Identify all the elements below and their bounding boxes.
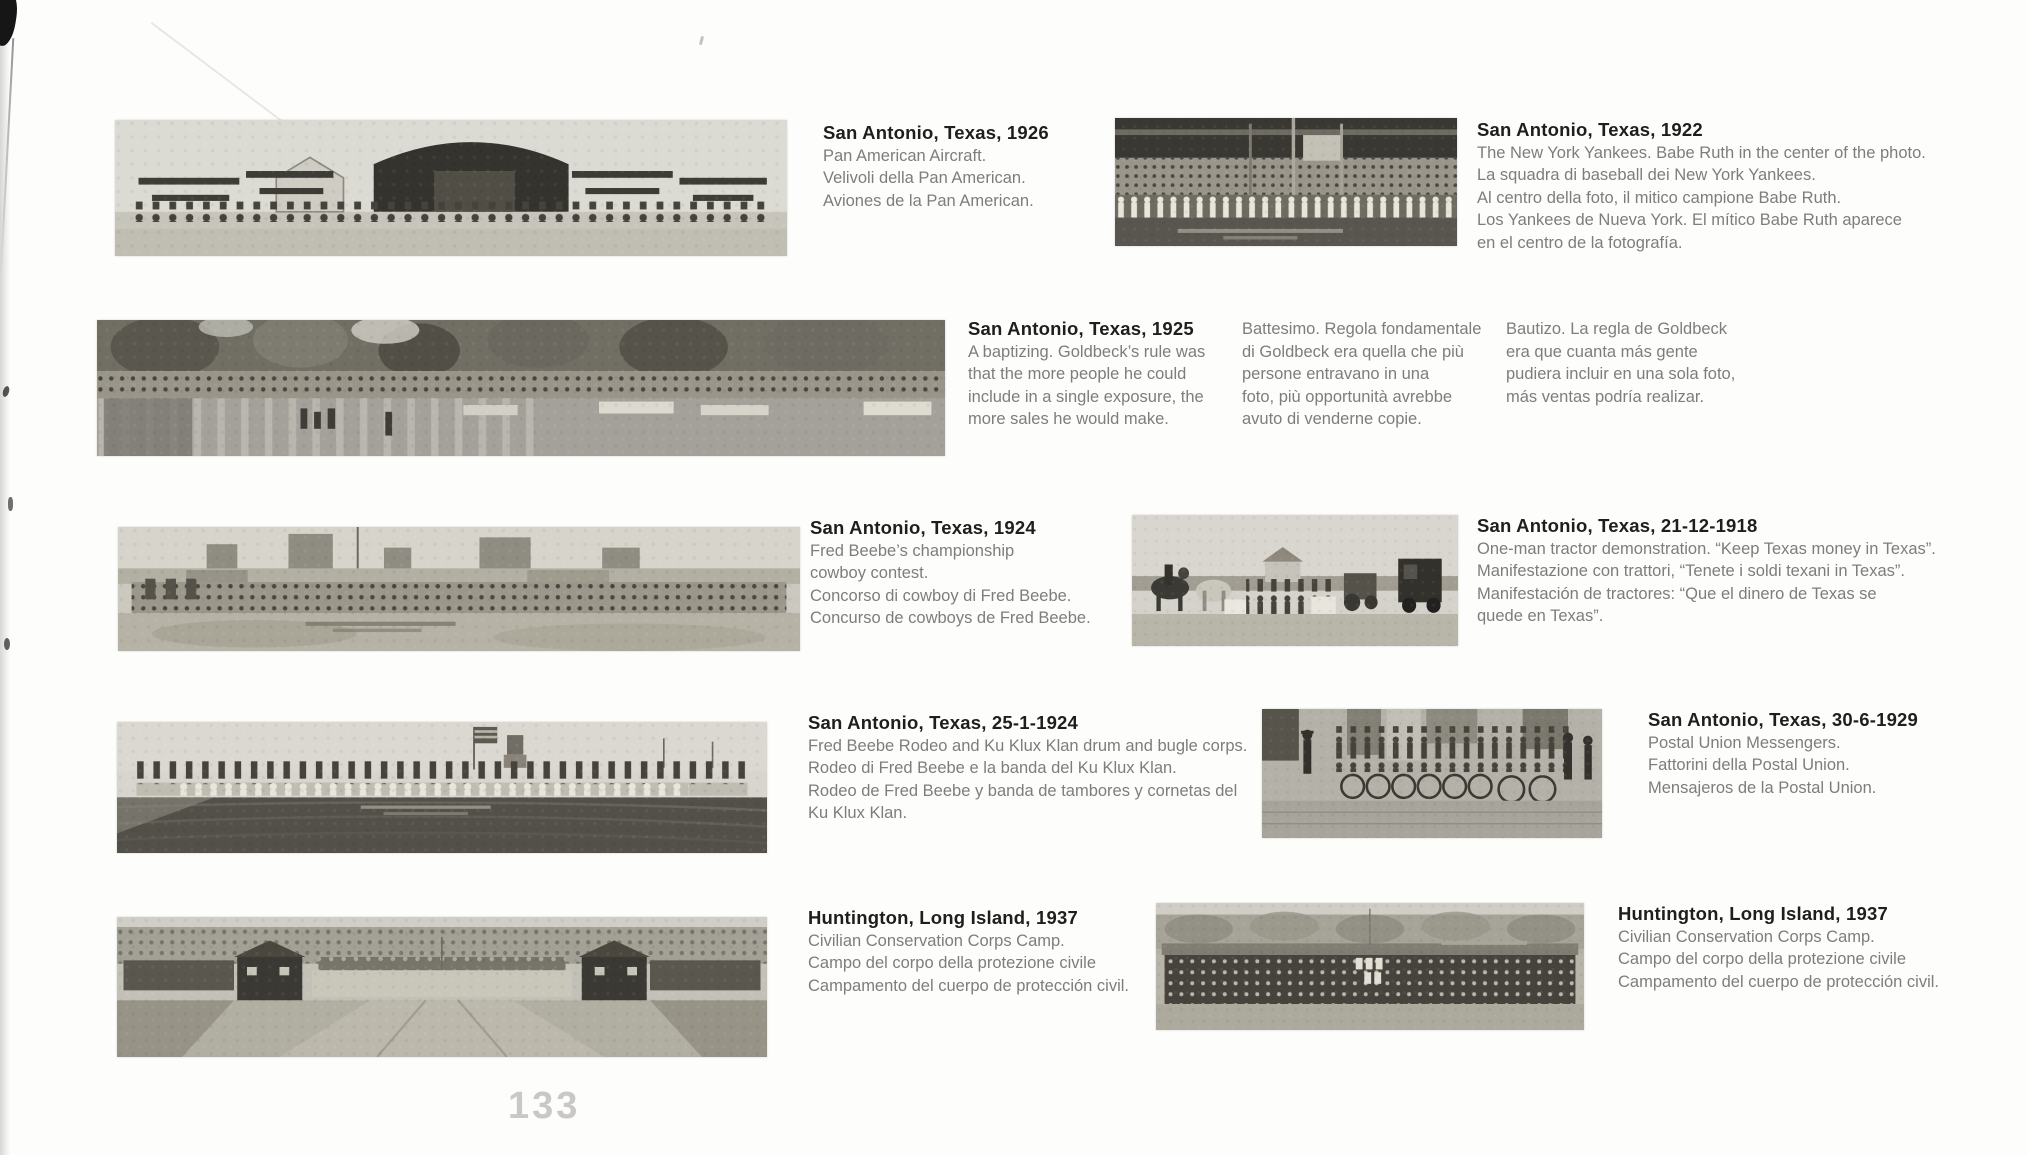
caption-title: San Antonio, Texas, 1925 xyxy=(968,318,1194,339)
caption-line: Concorso di cowboy di Fred Beebe. xyxy=(810,586,1072,605)
caption-san-antonio-1926 xyxy=(823,122,1103,212)
caption-line: include in a single exposure, the xyxy=(968,387,1204,406)
caption-line: Manifestazione con trattori, “Tenete i soldi texani in Texas”. xyxy=(1477,562,1905,580)
photo-river-baptizing xyxy=(97,320,945,456)
scan-edge-line xyxy=(0,38,14,278)
scan-speck xyxy=(4,638,10,650)
caption-san-antonio-1929 xyxy=(1648,709,2008,799)
caption-line: Campo del corpo della protezione civile xyxy=(808,954,1096,972)
caption-line: Fred Beebe Rodeo and Ku Klux Klan drum and bugle corps. xyxy=(808,736,1248,755)
caption-san-antonio-1924 xyxy=(810,517,1110,630)
caption-title: San Antonio, Texas, 30-6-1929 xyxy=(1648,709,1919,730)
caption-line: Concurso de cowboys de Fred Beebe. xyxy=(810,609,1091,627)
caption-huntington-1937-right xyxy=(1618,903,2028,993)
caption-line: The New York Yankees. Babe Ruth in the center of the photo. xyxy=(1477,143,1926,162)
caption-san-antonio-25-1-1924 xyxy=(808,712,1288,825)
caption-line: more sales he would make. xyxy=(968,410,1169,428)
photo-ccc-camp-panorama xyxy=(117,917,767,1057)
caption-title: San Antonio, Texas, 21-12-1918 xyxy=(1477,515,1758,536)
caption-line: Pan American Aircraft. xyxy=(823,146,987,165)
caption-line: Fred Beebe’s championship xyxy=(810,541,1015,560)
caption-title: San Antonio, Texas, 1924 xyxy=(810,517,1036,538)
scan-speck xyxy=(8,497,13,511)
caption-line: Rodeo de Fred Beebe y banda de tambores y cornetas del xyxy=(808,781,1238,800)
caption-line: avuto di venderne copie. xyxy=(1242,410,1422,428)
scan-speck xyxy=(1,385,10,397)
caption-line: Los Yankees de Nueva York. El mítico Babe Ruth aparece xyxy=(1477,211,1902,229)
caption-line: Civilian Conservation Corps Camp. xyxy=(1618,927,1875,946)
photo-pan-american-aircraft xyxy=(115,120,787,256)
caption-title: San Antonio, Texas, 1926 xyxy=(823,122,1049,143)
caption-line: A baptizing. Goldbeck’s rule was xyxy=(968,342,1206,361)
caption-line: Bautizo. La regla de Goldbeck xyxy=(1506,320,1728,338)
caption-title: San Antonio, Texas, 1922 xyxy=(1477,119,1703,140)
caption-line: Manifestación de tractores: “Que el dinero de Texas se xyxy=(1477,584,1877,603)
caption-line: Rodeo di Fred Beebe e la banda del Ku Klux Klan. xyxy=(808,759,1177,777)
caption-line: persone entravano in una xyxy=(1242,365,1430,383)
caption-line: Postal Union Messengers. xyxy=(1648,733,1841,752)
caption-line: Aviones de la Pan American. xyxy=(823,191,1034,210)
caption-san-antonio-1922 xyxy=(1477,119,1977,254)
caption-line: that the more people he could xyxy=(968,365,1187,383)
caption-title: San Antonio, Texas, 25-1-1924 xyxy=(808,712,1079,733)
caption-line: era que cuanta más gente xyxy=(1506,342,1698,361)
photo-new-york-yankees xyxy=(1115,118,1457,246)
photo-postal-union-messengers xyxy=(1262,709,1602,838)
caption-line: Battesimo. Regola fondamentale xyxy=(1242,320,1482,338)
caption-line: cowboy contest. xyxy=(810,564,929,582)
scan-crease-line xyxy=(151,22,292,129)
caption-line: foto, più opportunità avrebbe xyxy=(1242,387,1453,406)
caption-line: Al centro della foto, il mitico campione Babe Ruth. xyxy=(1477,188,1842,207)
caption-line: di Goldbeck era quella che più xyxy=(1242,342,1464,361)
scan-speck xyxy=(699,36,704,45)
caption-san-antonio-1918 xyxy=(1477,515,1997,628)
caption-line: quede en Texas”. xyxy=(1477,607,1604,625)
caption-line: Civilian Conservation Corps Camp. xyxy=(808,931,1065,950)
photo-rodeo-klan-corps xyxy=(117,722,767,853)
caption-line: en el centro de la fotografía. xyxy=(1477,233,1683,252)
caption-line: Velivoli della Pan American. xyxy=(823,169,1026,187)
caption-line: One-man tractor demonstration. “Keep Texas money in Texas”. xyxy=(1477,539,1936,558)
caption-line: La squadra di baseball dei New York Yankees. xyxy=(1477,166,1816,184)
caption-san-antonio-1925-italian xyxy=(1242,318,1500,431)
photo-cowboy-contest xyxy=(118,527,800,651)
scan-edge-shading xyxy=(0,0,10,1155)
caption-line: Campamento del cuerpo de protección civil. xyxy=(1618,972,1940,991)
caption-san-antonio-1925-spanish xyxy=(1506,318,1772,408)
caption-line: Ku Klux Klan. xyxy=(808,804,908,822)
caption-line: Fattorini della Postal Union. xyxy=(1648,756,1850,774)
caption-line: Campo del corpo della protezione civile xyxy=(1618,950,1906,968)
photo-tractor-demonstration xyxy=(1132,515,1458,646)
scan-edge-mark xyxy=(0,0,20,47)
page-number: 133 xyxy=(508,1085,581,1127)
photo-ccc-group xyxy=(1156,903,1584,1030)
caption-title: Huntington, Long Island, 1937 xyxy=(1618,903,1888,924)
caption-line: Campamento del cuerpo de protección civil. xyxy=(808,976,1130,995)
caption-line: pudiera incluir en una sola foto, xyxy=(1506,365,1736,383)
caption-title: Huntington, Long Island, 1937 xyxy=(808,907,1078,928)
caption-san-antonio-1925-english xyxy=(968,318,1236,431)
caption-line: más ventas podría realizar. xyxy=(1506,387,1705,406)
caption-line: Mensajeros de la Postal Union. xyxy=(1648,778,1877,797)
